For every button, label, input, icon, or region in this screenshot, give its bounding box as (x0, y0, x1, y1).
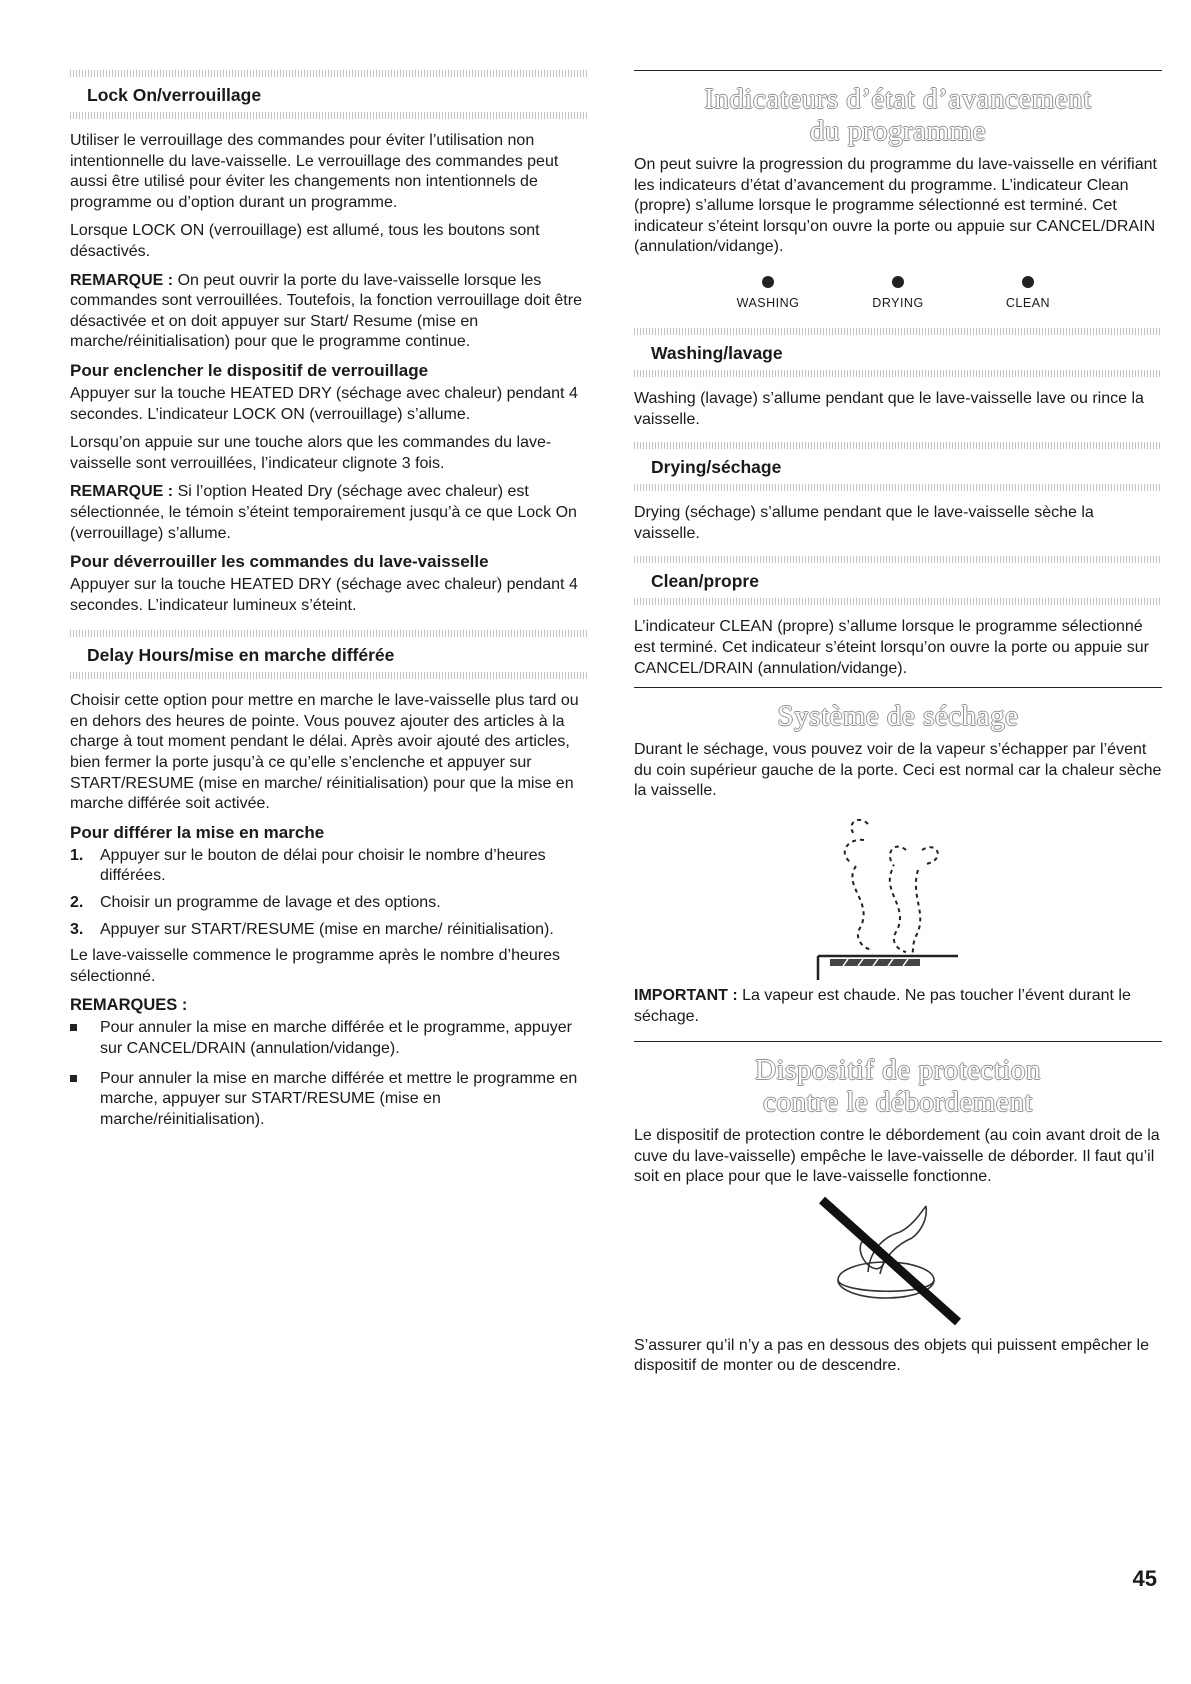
hatch-rule (634, 484, 1162, 491)
hatch-rule (70, 672, 588, 679)
list-item (70, 920, 588, 941)
washing-section-header (634, 328, 1162, 377)
indicator-washing (737, 276, 799, 310)
bullet-square-icon (70, 1024, 77, 1031)
prohibited-slash-icon (822, 1200, 958, 1322)
drying-section-header (634, 442, 1162, 491)
washing-text: Washing (lavage) s’allume pendant que le lave-vaisselle lave ou rince la vaisselle. (634, 389, 1144, 428)
lock-section-header (70, 70, 588, 119)
note-label: REMARQUE : (70, 271, 174, 289)
lock-section-title: Lock On/verrouillage (87, 85, 262, 105)
steam-wisp-icon (890, 846, 906, 865)
hatch-rule (634, 442, 1162, 449)
status-title-block (634, 70, 1162, 147)
lock-note-2 (70, 482, 588, 544)
delay-paragraph-2: Le lave-vaisselle commence le programme après le nombre d’heures sélectionné. (70, 947, 561, 985)
overflow-paragraph-2: S’assurer qu’il n’y a pas en dessous des objets qui puissent empêcher le dispositif de monter ou de descendre. (634, 1336, 1149, 1375)
steam-wisp-icon (922, 847, 938, 864)
steam-wisp-icon (890, 870, 906, 952)
lock-paragraph-5: Appuyer sur la touche HEATED DRY (séchage avec chaleur) pendant 4 secondes. L’indicateur lumineux s’éteint. (70, 576, 578, 614)
delay-steps-heading: Pour différer la mise en marche (70, 822, 325, 842)
indicator-light-icon (762, 276, 774, 288)
left-column (70, 70, 588, 1139)
indicator-light-icon (1022, 276, 1034, 288)
delay-section-header (70, 630, 588, 679)
steam-wisp-icon (912, 870, 920, 954)
overflow-title-block (634, 1041, 1162, 1118)
clean-text: L’indicateur CLEAN (propre) s’allume lorsque le programme sélectionné est terminé. Cet indicateur s’éteint lorsqu’on ouvre la porte ou appuie sur CANCEL/DRAIN (annulation/vidange). (634, 618, 1149, 677)
indicator-label: CLEAN (1005, 295, 1051, 310)
drying-text: Drying (séchage) s’allume pendant que le lave-vaisselle sèche la vaisselle. (634, 504, 1094, 542)
note-label: REMARQUE : (70, 483, 174, 501)
drysys-important (634, 986, 1162, 1027)
note-text: On peut ouvrir la porte du lave-vaisselle lorsque les commandes sont verrouillées. Toutefois, la fonction verrouillage doit être désactivée et on doit appuyer sur Start/ Resume (mise en marche/réinitialisation) pour que le programme continue. (70, 271, 582, 351)
hatch-rule (70, 630, 588, 637)
lock-disable-heading: Pour déverrouiller les commandes du lave-vaisselle (70, 552, 489, 572)
bullet-square-icon (70, 1075, 77, 1082)
indicator-clean (997, 276, 1059, 310)
delay-paragraph-1: Choisir cette option pour mettre en marche le lave-vaisselle plus tard ou en dehors des heures de pointe. Vous pouvez ajouter des articles à la charge à tout moment pendant le délai. Après avoir ajouté des articles, bien fermer la porte jusqu’à ce qu’elle s’enclenche et appuyer sur START/RESUME (mise en marche/ réinitialisation) pour que la mise en marche différée soit activée. (70, 692, 579, 813)
indicator-drying (867, 276, 929, 310)
hatch-rule (634, 370, 1162, 377)
hatch-rule (634, 556, 1162, 563)
steam-wisp-icon (851, 820, 868, 834)
indicator-light-icon (892, 276, 904, 288)
clean-section-title: Clean/propre (651, 571, 759, 592)
delay-notes-heading: REMARQUES : (70, 996, 188, 1015)
note-text: Pour annuler la mise en marche différée et le programme, appuyer sur CANCEL/DRAIN (annulation/vidange). (100, 1019, 572, 1057)
indicator-label: DRYING (872, 295, 924, 310)
important-label: IMPORTANT : (634, 986, 738, 1004)
status-title-line-1: Indicateurs d’état d’avancement (704, 83, 1092, 115)
hatch-rule (634, 328, 1162, 335)
status-title-line-2: du programme (810, 115, 986, 147)
step-text: Appuyer sur START/RESUME (mise en marche/ réinitialisation). (100, 920, 554, 938)
page-number: 45 (1132, 1566, 1157, 1591)
no-objects-under-float-illustration (808, 1196, 988, 1326)
hatch-rule (70, 70, 588, 77)
overflow-paragraph-1: Le dispositif de protection contre le débordement (au coin avant droit de la cuve du lave-vaisselle) empêche le lave-vaisselle de déborder. Il faut qu’il soit en place pour que le lave-vaisselle fonctionne. (634, 1127, 1160, 1186)
list-item (70, 846, 588, 887)
step-text: Choisir un programme de lavage et des options. (100, 894, 441, 912)
drysys-title: Système de séchage (777, 700, 1019, 733)
steam-wisp-icon (852, 866, 872, 950)
lock-paragraph-2: Lorsque LOCK ON (verrouillage) est allumé, tous les boutons sont désactivés. (70, 222, 540, 260)
lock-paragraph-3: Appuyer sur la touche HEATED DRY (séchage avec chaleur) pendant 4 secondes. L’indicateur LOCK ON (verrouillage) s’allume. (70, 384, 578, 423)
list-item (70, 1018, 588, 1059)
washing-section-title: Washing/lavage (651, 342, 783, 363)
list-item (70, 1069, 588, 1131)
hatch-rule (634, 598, 1162, 605)
delay-notes-list (70, 1018, 588, 1130)
lock-enable-heading: Pour enclencher le dispositif de verrouillage (70, 360, 429, 380)
hatch-rule (70, 112, 588, 119)
note-text: Si l’option Heated Dry (séchage avec chaleur) est sélectionnée, le témoin s’éteint temporairement jusqu’à ce que Lock On (verrouillage) s’allume. (70, 483, 577, 542)
steam-vent-illustration (798, 810, 998, 980)
note-text: Pour annuler la mise en marche différée et mettre le programme en marche, appuyer sur START/RESUME (mise en marche/réinitialisation). (100, 1069, 578, 1128)
lock-paragraph-1: Utiliser le verrouillage des commandes pour éviter l’utilisation non intentionnelle du lave-vaisselle. Le verrouillage des commandes peut aussi être utilisé pour éviter les changements non intentionnels de programme ou d’option durant un programme. (70, 132, 559, 211)
steam-wisp-icon (845, 840, 864, 862)
overflow-title-line-2: contre le débordement (763, 1086, 1033, 1119)
drysys-title-block (634, 687, 1162, 732)
lock-note-1 (70, 271, 588, 353)
right-column (634, 70, 1162, 1385)
overflow-title-line-1: Dispositif de protection (755, 1054, 1041, 1087)
delay-steps-list (70, 846, 588, 940)
step-number: 2. (70, 894, 84, 912)
drysys-paragraph: Durant le séchage, vous pouvez voir de la vapeur s’échapper par l’évent du coin supérieur gauche de la porte. Ceci est normal car la chaleur sèche la vaisselle. (634, 741, 1162, 800)
drying-section-title: Drying/séchage (651, 457, 782, 478)
list-item (70, 893, 588, 914)
delay-section-title: Delay Hours/mise en marche différée (87, 645, 395, 666)
important-text: La vapeur est chaude. Ne pas toucher l’évent durant le séchage. (634, 986, 1131, 1025)
indicator-label: WASHING (736, 295, 800, 310)
indicator-row (634, 276, 1162, 310)
step-text: Appuyer sur le bouton de délai pour choisir le nombre d’heures différées. (100, 846, 546, 885)
lock-paragraph-4: Lorsqu’on appuie sur une touche alors que les commandes du lave-vaisselle sont verrouillées, l’indicateur clignote 3 fois. (70, 434, 552, 472)
step-number: 1. (70, 846, 84, 864)
clean-section-header (634, 556, 1162, 605)
step-number: 3. (70, 920, 84, 938)
status-paragraph: On peut suivre la progression du programme du lave-vaisselle en vérifiant les indicateurs d’état d’avancement du programme. L’indicateur Clean (propre) s’allume lorsque le programme sélectionné est terminé. Cet indicateur s’éteint lorsqu’on ouvre la porte ou appuie sur CANCEL/DRAIN (annulation/vidange). (634, 156, 1157, 256)
